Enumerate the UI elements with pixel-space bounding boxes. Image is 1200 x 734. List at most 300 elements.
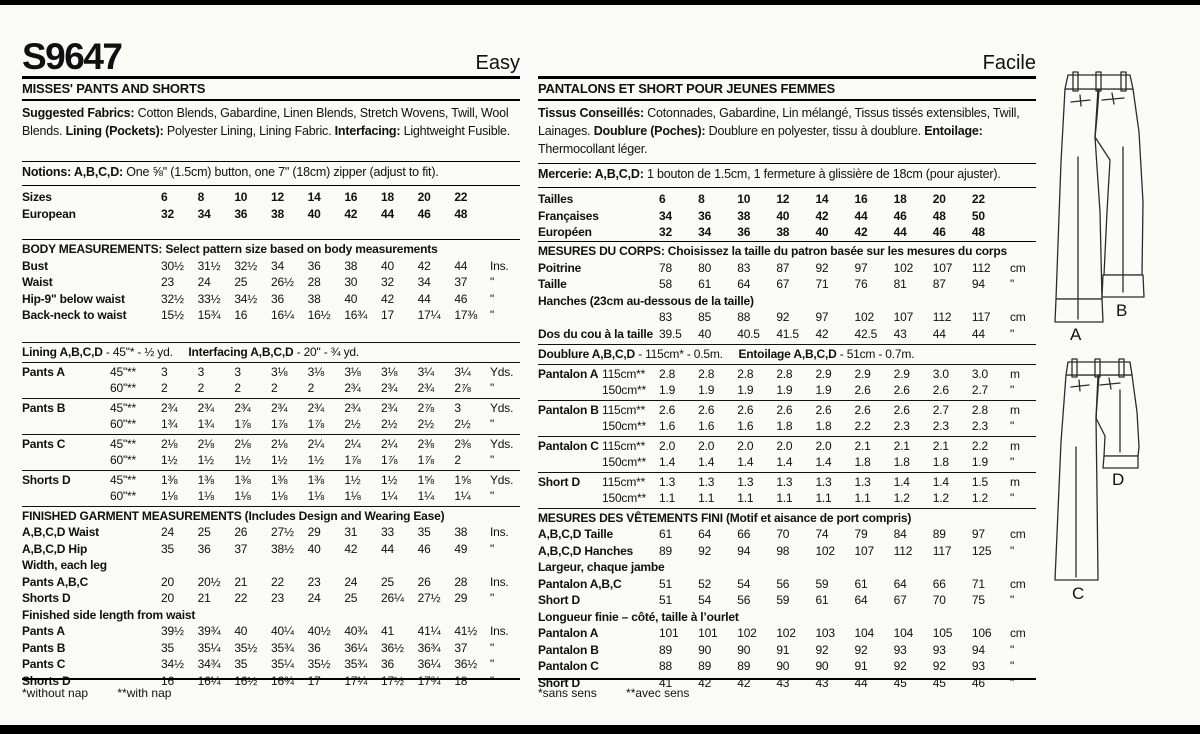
row-fabric-width: 115cm** [602, 438, 646, 453]
text-segment: - 51cm - 0.7m. [836, 347, 915, 361]
table-cell: 107 [854, 543, 874, 558]
row-unit: " [1009, 593, 1015, 607]
table-cell: 1.1 [698, 491, 715, 505]
table-cell: 22 [234, 591, 248, 605]
table-cell: 2.6 [815, 402, 832, 417]
table-cell: 117 [932, 543, 952, 558]
table-cell: 1⅞ [271, 417, 288, 431]
table-cell: 22 [971, 192, 985, 206]
table-cell: 44 [381, 206, 394, 221]
table-cell: 50 [971, 208, 985, 223]
text-segment: Interfacing: [334, 124, 401, 138]
table-cell: 33 [381, 525, 394, 539]
table-cell: 43 [893, 326, 907, 341]
table-cell: 35¼ [271, 657, 294, 671]
table-row [538, 526, 1036, 543]
table-rule [22, 434, 520, 435]
row-unit: Yds. [490, 364, 514, 379]
table-cell: 17 [381, 308, 394, 322]
table-cell: 42 [344, 206, 358, 221]
table-cell: 64 [737, 277, 751, 291]
table-cell: 2.2 [854, 419, 871, 433]
row-label: Pantalon B [538, 642, 599, 657]
table-cell: 2.6 [932, 383, 949, 397]
view-label-c: C [1072, 584, 1085, 603]
table-section-header [538, 346, 1036, 363]
table-cell: 2⅜ [454, 436, 471, 451]
table-row [22, 291, 520, 308]
table-row [538, 326, 1036, 343]
table-cell: 43 [815, 675, 829, 690]
table-cell: 64 [698, 527, 712, 541]
table-row [22, 307, 520, 324]
table-cell: 70 [932, 593, 946, 607]
table-cell: 104 [893, 626, 914, 640]
table-cell: 97 [815, 310, 829, 324]
table-cell: 24 [197, 275, 211, 289]
table-cell: 2⅞ [417, 400, 434, 415]
table-cell: 56 [776, 576, 790, 591]
table-cell: 35¾ [344, 657, 368, 671]
table-cell: 1⅛ [344, 489, 361, 503]
row-unit: " [1009, 659, 1015, 673]
title-block-fr [538, 36, 1036, 79]
pants-back-view-cd [1038, 352, 1198, 652]
table-cell: 2 [161, 381, 168, 395]
row-fabric-width: 60"** [110, 489, 136, 503]
table-cell: 1.3 [659, 474, 676, 489]
table-cell: 41 [659, 675, 672, 690]
row-label: Short D [538, 675, 580, 690]
table-cell: 2.1 [893, 438, 910, 453]
row-unit: cm [1009, 576, 1026, 591]
table-cell: 17¼ [344, 673, 368, 688]
row-label: Pants C [22, 657, 66, 671]
table-cell: 20 [417, 190, 431, 204]
table-cell: 17 [307, 673, 321, 688]
table-cell: 45 [932, 675, 946, 690]
table-cell: 2½ [381, 417, 398, 431]
table-cell: 93 [971, 659, 985, 673]
table-rule [538, 364, 1036, 365]
table-cell: 41 [381, 624, 394, 638]
table-cell: 94 [737, 543, 751, 558]
table-cell: 1⅛ [161, 489, 178, 503]
row-unit: m [1009, 438, 1020, 453]
english-column [22, 36, 520, 714]
table-cell: 46 [454, 291, 468, 306]
table-cell: 1⅛ [307, 489, 324, 503]
table-cell: 3⅛ [271, 364, 288, 379]
table-cell: 21 [234, 574, 248, 589]
table-cell: 43 [776, 675, 790, 690]
table-cell: 42 [815, 208, 829, 223]
row-fabric-width: 60"** [110, 453, 136, 467]
pant-leg-b [1095, 89, 1143, 275]
table-cell: 81 [893, 277, 907, 291]
table-cell: 3⅛ [381, 364, 398, 379]
table-cell: 3¼ [417, 364, 434, 379]
yardage-table-fr [538, 344, 1036, 509]
row-label: Européen [538, 225, 592, 239]
table-cell: 61 [698, 277, 712, 291]
table-row [538, 224, 1036, 241]
table-row [22, 436, 520, 453]
table-cell: 1.1 [854, 491, 871, 505]
table-cell: 8 [698, 192, 705, 206]
table-cell: 38 [344, 258, 358, 273]
table-cell: 35 [161, 541, 174, 556]
table-cell: 78 [659, 260, 672, 275]
table-cell: 2.3 [893, 419, 910, 433]
table-cell: 32 [381, 275, 394, 289]
table-cell: 3 [454, 400, 461, 415]
table-cell: 28 [454, 574, 468, 589]
difficulty-label: Easy [475, 52, 520, 74]
table-cell: 15½ [161, 308, 184, 322]
table-cell: 1½ [234, 453, 251, 467]
table-cell: 2¾ [417, 381, 434, 395]
row-unit: " [490, 489, 495, 503]
text-segment: Doublure (Poches): [593, 124, 706, 138]
table-cell: 46 [417, 206, 431, 221]
table-cell: 17¾ [417, 673, 441, 688]
table-cell: 8 [197, 190, 205, 204]
table-row [22, 656, 520, 673]
notions-text [22, 162, 520, 186]
table-cell: 2 [454, 453, 461, 467]
table-cell: 37 [454, 640, 468, 655]
row-label: Françaises [538, 208, 599, 223]
table-rule [22, 470, 520, 471]
table-row [22, 258, 520, 275]
table-cell: 1.1 [815, 491, 832, 505]
table-row [22, 452, 520, 469]
row-unit: Yds. [490, 400, 514, 415]
row-label: Hip-9" below waist [22, 291, 125, 306]
table-cell: 20½ [197, 574, 221, 589]
table-cell: 46 [417, 541, 431, 556]
table-cell: 34 [698, 225, 712, 239]
table-cell: 1.5 [971, 474, 988, 489]
table-cell: 21 [197, 591, 211, 605]
table-cell: 1½ [197, 453, 214, 467]
bottom-border-bar [0, 725, 1200, 734]
row-unit: " [490, 308, 495, 322]
table-cell: 74 [815, 527, 829, 541]
table-cell: 2.2 [971, 438, 988, 453]
table-cell: 38½ [271, 541, 294, 556]
table-cell: 26½ [271, 275, 294, 289]
table-cell: 16 [854, 192, 868, 206]
table-cell: 36¼ [344, 640, 368, 655]
row-label: Waist [22, 275, 53, 289]
table-cell: 35 [234, 657, 248, 671]
table-cell: 107 [932, 260, 953, 275]
table-cell: 97 [854, 260, 868, 275]
table-cell: 2½ [454, 417, 471, 431]
table-cell: 92 [815, 260, 829, 275]
table-cell: 34 [659, 208, 672, 223]
table-cell: 102 [776, 626, 796, 640]
table-cell: 88 [737, 310, 751, 324]
table-cell: 83 [659, 310, 672, 324]
table-cell: 3.0 [971, 366, 988, 381]
table-subheader: Width, each leg [22, 558, 107, 572]
text-segment: Doublure A,B,C,D [538, 347, 636, 361]
title-block [22, 36, 520, 79]
table-cell: 39¾ [197, 624, 221, 638]
table-cell: 2.6 [854, 402, 871, 417]
table-cell: 2½ [344, 417, 361, 431]
table-cell: 24 [307, 591, 321, 605]
garment-title-fr: PANTALONS ET SHORT POUR JEUNES FEMMES [538, 79, 1036, 101]
pant-leg-a [1056, 89, 1102, 299]
difficulty-label-fr: Facile [982, 52, 1036, 74]
table-cell: 46 [971, 675, 985, 690]
table-cell: 125 [971, 543, 992, 558]
table-cell: 48 [932, 208, 946, 223]
table-cell: 1.8 [893, 455, 910, 469]
table-row [538, 642, 1036, 659]
table-cell: 90 [776, 659, 790, 673]
table-cell: 39½ [161, 624, 184, 638]
row-fabric-width: 150cm** [602, 419, 646, 433]
table-row [22, 364, 520, 381]
table-cell: 41¼ [417, 624, 441, 638]
finished-measurements-table-fr [538, 510, 1036, 692]
table-cell: 40 [815, 225, 829, 239]
table-cell: 26 [234, 525, 248, 539]
table-cell: 34 [271, 258, 284, 273]
table-row [22, 623, 520, 640]
table-cell: 17⅜ [454, 308, 478, 322]
row-unit: " [490, 275, 495, 289]
table-cell: 35½ [307, 657, 331, 671]
table-cell: 16½ [307, 308, 331, 322]
table-row [22, 590, 520, 607]
table-cell: 89 [932, 527, 946, 541]
table-rule [538, 508, 1036, 509]
row-unit: " [490, 291, 495, 306]
view-label-b: B [1116, 301, 1128, 320]
table-cell: 1½ [381, 472, 398, 487]
table-cell: 40 [344, 291, 358, 306]
table-cell: 92 [932, 659, 946, 673]
table-cell: 40 [307, 541, 321, 556]
row-unit: " [490, 381, 495, 395]
table-row [22, 189, 520, 206]
row-unit: " [1009, 326, 1015, 341]
table-section-header: FINISHED GARMENT MEASUREMENTS (Includes Design and Wearing Ease) [22, 508, 445, 523]
row-label: Sizes [22, 190, 52, 204]
text-segment: Lining (Pockets): [65, 124, 164, 138]
table-cell: 35¼ [197, 640, 221, 655]
table-cell: 24 [344, 574, 358, 589]
table-section-header: MESURES DU CORPS: Choisissez la taille du patron basée sur les mesures du corps [538, 244, 1008, 258]
row-unit: " [1009, 491, 1015, 505]
table-cell: 2.3 [932, 419, 949, 433]
table-cell: 22 [454, 190, 468, 204]
table-cell: 20 [932, 192, 946, 206]
table-cell: 36 [381, 657, 394, 671]
text-segment: Entoilage A,B,C,D [738, 347, 837, 361]
table-cell: 71 [971, 576, 985, 591]
row-fabric-width: 150cm** [602, 491, 646, 505]
text-segment: Polyester Lining, Lining Fabric. [163, 124, 335, 138]
table-cell: 44 [381, 541, 394, 556]
row-unit: m [1009, 366, 1020, 381]
table-cell: 2¾ [307, 400, 324, 415]
row-unit: Yds. [490, 472, 514, 487]
table-cell: 35¾ [271, 640, 294, 655]
row-fabric-width: 60"** [110, 381, 136, 395]
table-cell: 38 [776, 225, 790, 239]
row-unit: " [1009, 675, 1015, 690]
table-cell: 29 [454, 591, 468, 605]
table-cell: 38 [307, 291, 321, 306]
table-cell: 36½ [454, 657, 478, 671]
table-rule [22, 398, 520, 399]
table-cell: 2¾ [271, 400, 288, 415]
table-cell: 2.9 [815, 366, 832, 381]
table-cell: 35 [161, 640, 174, 655]
table-cell: 105 [932, 626, 953, 640]
row-label: Pants A [22, 624, 65, 638]
table-cell: 34 [417, 275, 431, 289]
table-cell: 59 [776, 593, 790, 607]
table-cell: 61 [854, 576, 868, 591]
row-fabric-width: 115cm** [602, 366, 646, 381]
row-label: Pants B [22, 400, 66, 415]
table-cell: 2.8 [698, 366, 715, 381]
table-cell: 46 [893, 208, 907, 223]
table-rule [538, 472, 1036, 473]
table-row [538, 438, 1036, 455]
table-cell: 12 [776, 192, 790, 206]
row-label: Pantalon C [538, 438, 599, 453]
table-cell: 2.0 [659, 438, 676, 453]
table-cell: 48 [971, 225, 985, 239]
table-cell: 34¾ [197, 657, 221, 671]
row-fabric-width: 115cm** [602, 402, 646, 417]
table-cell: 2⅞ [454, 381, 471, 395]
table-cell: 117 [971, 310, 991, 324]
table-row [22, 206, 520, 223]
short-leg-d [1096, 375, 1139, 456]
row-unit: " [490, 591, 495, 605]
table-cell: 98 [776, 543, 790, 558]
row-label: Pantalon A,B,C [538, 576, 622, 591]
table-section-header: BODY MEASUREMENTS: Select pattern size based on body measurements [22, 242, 438, 256]
text-segment: - 115cm* - 0.5m. [635, 347, 739, 361]
table-cell: 31½ [197, 258, 221, 273]
table-cell: 2¼ [344, 436, 361, 451]
table-cell: 18 [454, 673, 468, 688]
text-segment: Mercerie: A,B,C,D: [538, 167, 644, 181]
table-cell: 38 [737, 208, 751, 223]
french-column [538, 36, 1036, 714]
table-row [538, 658, 1036, 675]
pants-illustration-ab [1038, 42, 1198, 354]
table-cell: 1½ [307, 453, 324, 467]
table-cell: 1.6 [737, 419, 754, 433]
table-cell: 34½ [161, 657, 184, 671]
row-label: Tailles [538, 192, 574, 206]
table-cell: 92 [698, 543, 712, 558]
table-cell: 1⅛ [197, 489, 214, 503]
row-unit: cm [1009, 310, 1026, 324]
table-row [538, 592, 1036, 609]
table-cell: 67 [893, 593, 907, 607]
table-cell: 1.3 [815, 474, 832, 489]
garment-title: MISSES' PANTS AND SHORTS [22, 79, 520, 101]
table-cell: 1.1 [659, 491, 676, 505]
finished-measurements-table [22, 508, 520, 690]
row-label: European [22, 206, 76, 221]
table-cell: 88 [659, 659, 672, 673]
suggested-fabrics-text [22, 101, 520, 162]
table-cell: 1.4 [932, 474, 949, 489]
table-cell: 14 [815, 192, 829, 206]
table-cell: 31 [344, 525, 358, 539]
table-cell: 106 [971, 626, 992, 640]
table-cell: 52 [698, 576, 712, 591]
table-cell: 42.5 [854, 326, 878, 341]
table-cell: 16¼ [197, 673, 221, 688]
table-cell: 40 [307, 206, 321, 221]
table-cell: 20 [161, 574, 174, 589]
table-cell: 37 [234, 541, 248, 556]
table-cell: 38 [271, 206, 284, 221]
table-cell: 1.9 [776, 383, 793, 397]
nap-footnote [22, 678, 520, 700]
row-unit: Ins. [490, 574, 509, 589]
table-cell: 1.8 [815, 419, 832, 433]
table-cell: 89 [659, 543, 672, 558]
table-cell: 1⅞ [417, 453, 434, 467]
row-unit: " [1009, 455, 1015, 469]
table-cell: 1.4 [698, 455, 715, 469]
table-cell: 41½ [454, 624, 478, 638]
table-row [22, 574, 520, 591]
table-row [538, 625, 1036, 642]
table-cell: 44 [454, 258, 468, 273]
row-unit: " [1009, 642, 1015, 657]
table-cell: 101 [659, 626, 679, 640]
table-row [22, 488, 520, 505]
table-cell: 71 [815, 277, 829, 291]
table-cell: 42 [344, 541, 358, 556]
table-rule [538, 436, 1036, 437]
row-label: Pantalon C [538, 659, 599, 673]
table-cell: 1⅜ [197, 472, 214, 487]
row-unit: " [490, 541, 495, 556]
table-cell: 1.8 [776, 419, 793, 433]
row-fabric-width: 45"** [110, 436, 136, 451]
table-cell: 40 [776, 208, 790, 223]
table-cell: 61 [659, 527, 672, 541]
row-unit: " [490, 640, 495, 655]
table-cell: 44 [854, 208, 868, 223]
table-cell: 102 [893, 260, 914, 275]
table-cell: 16¾ [344, 308, 368, 322]
table-cell: 2⅛ [197, 436, 214, 451]
table-cell: 1.3 [854, 474, 871, 489]
pants-illustration-cd [1038, 352, 1198, 652]
yardage-table [22, 342, 520, 507]
table-cell: 36 [737, 225, 751, 239]
